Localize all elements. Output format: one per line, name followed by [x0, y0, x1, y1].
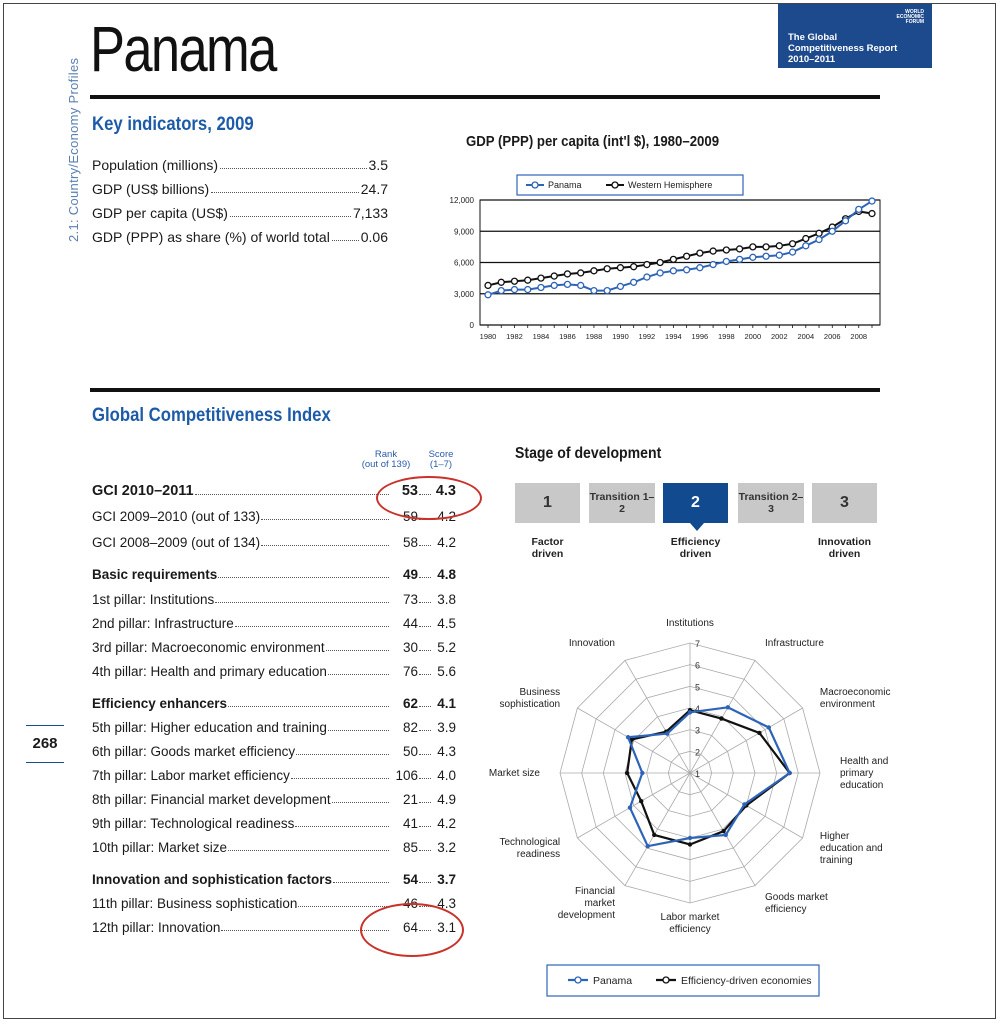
- gci-score: 4.5: [437, 616, 456, 631]
- radar-series-line: [628, 707, 790, 846]
- score-column-header: Score (1–7): [428, 449, 454, 470]
- data-point: [723, 247, 729, 253]
- leader-dots: [328, 730, 389, 731]
- x-tick-label: 1990: [612, 332, 629, 341]
- series-line: [488, 211, 872, 285]
- y-tick-label: 9,000: [453, 227, 474, 237]
- data-point: [684, 253, 690, 259]
- legend-label: Panama: [548, 180, 582, 190]
- radar-axis-label: Business sophistication: [499, 687, 561, 710]
- stage-box-3: 3: [812, 483, 877, 523]
- leader-dots: [419, 545, 431, 546]
- gci-label: 4th pillar: Health and primary education: [92, 664, 327, 679]
- leader-dots: [295, 826, 389, 827]
- leader-dots: [326, 650, 389, 651]
- stage-box-1: 1: [515, 483, 580, 523]
- data-point: [723, 258, 729, 264]
- leader-dots: [195, 494, 389, 495]
- leader-dots: [419, 754, 431, 755]
- gci-title: Global Competitiveness Index: [92, 405, 331, 426]
- gci-label: 5th pillar: Higher education and training: [92, 720, 327, 735]
- radar-axis-label: Institutions: [666, 618, 714, 629]
- data-point: [670, 256, 676, 262]
- data-point: [790, 241, 796, 247]
- indicator-row: [92, 229, 388, 245]
- report-badge: [778, 4, 932, 68]
- gci-row: [92, 696, 456, 711]
- gci-label: 8th pillar: Financial market development: [92, 792, 331, 807]
- radar-axis-label: Market size: [488, 768, 540, 779]
- data-point: [578, 282, 584, 288]
- leader-dots: [296, 754, 389, 755]
- leader-dots: [235, 626, 389, 627]
- gci-rank: 49: [402, 567, 418, 582]
- data-point: [551, 273, 557, 279]
- indicator-label: Population (millions): [92, 157, 219, 173]
- radar-axis-label: Health and primary education: [840, 756, 889, 791]
- data-point: [617, 283, 623, 289]
- radar-point: [719, 716, 723, 720]
- gci-row: [92, 640, 456, 655]
- radar-tick-label: 2: [695, 747, 701, 758]
- leader-dots: [419, 850, 431, 851]
- data-point: [644, 274, 650, 280]
- indicator-value: 7,133: [352, 205, 388, 221]
- radar-point: [688, 836, 692, 840]
- gci-score: 4.3: [435, 483, 456, 499]
- data-point: [697, 250, 703, 256]
- legend-label: Panama: [593, 975, 633, 987]
- radar-axis-label: Innovation: [568, 638, 615, 650]
- gci-row: [92, 535, 456, 550]
- radar-point: [628, 805, 632, 809]
- gci-label: 3rd pillar: Macroeconomic environment: [92, 640, 325, 655]
- indicator-row: [92, 205, 388, 221]
- gci-label: Innovation and sophistication factors: [92, 872, 333, 887]
- leader-dots: [261, 545, 389, 546]
- data-point: [829, 228, 835, 234]
- gci-score: 4.2: [437, 816, 456, 831]
- gci-score: 5.6: [437, 664, 456, 679]
- stage-box-transition-2-3: Transition 2–3: [738, 483, 804, 523]
- gci-rank: 30: [402, 640, 418, 655]
- gci-score: 4.8: [437, 567, 456, 582]
- leader-dots: [419, 577, 431, 578]
- rank-column-header: Rank (out of 139): [361, 449, 411, 470]
- pillar-radar-chart: [488, 605, 891, 950]
- data-point: [617, 265, 623, 271]
- data-point: [670, 268, 676, 274]
- gci-row: [92, 720, 456, 735]
- leader-dots: [419, 882, 431, 883]
- radar-point: [724, 833, 728, 837]
- data-point: [538, 285, 544, 291]
- x-tick-label: 1982: [506, 332, 523, 341]
- indicator-row: [92, 181, 388, 197]
- data-point: [816, 230, 822, 236]
- indicator-label: GDP (US$ billions): [92, 181, 210, 197]
- radar-point: [767, 725, 771, 729]
- gci-score: 3.1: [437, 920, 456, 935]
- data-point: [525, 287, 531, 293]
- gci-label: 9th pillar: Technological readiness: [92, 816, 295, 831]
- gdp-chart-title: GDP (PPP) per capita (int'l $), 1980–2009: [466, 133, 720, 150]
- y-tick-label: 3,000: [453, 289, 474, 299]
- data-point: [631, 279, 637, 285]
- data-point: [511, 287, 517, 293]
- data-point: [657, 260, 663, 266]
- x-tick-label: 2008: [850, 332, 868, 341]
- data-point: [803, 243, 809, 249]
- leader-dots: [220, 157, 366, 169]
- data-point: [591, 288, 597, 294]
- wef-logo: WORLD ECONOMIC FORUM: [896, 9, 924, 25]
- gci-score: 4.2: [437, 535, 456, 550]
- gci-score: 3.2: [437, 840, 456, 855]
- x-tick-label: 1992: [638, 332, 656, 341]
- data-point: [776, 252, 782, 258]
- data-point: [710, 248, 716, 254]
- gci-label: 7th pillar: Labor market efficiency: [92, 768, 290, 783]
- gci-rank: 85: [402, 840, 418, 855]
- gdp-legend: [517, 175, 743, 195]
- indicator-row: [92, 157, 388, 173]
- gci-label: Efficiency enhancers: [92, 696, 228, 711]
- leader-dots: [419, 602, 431, 603]
- gci-row: [92, 840, 456, 855]
- radar-axis-label: Higher education and training: [819, 831, 883, 866]
- gci-rank: 82: [402, 720, 418, 735]
- radar-point: [757, 731, 761, 735]
- badge-title: The Global Competitiveness Report 2010–2011: [788, 32, 898, 65]
- data-point: [657, 270, 663, 276]
- x-tick-label: 2000: [744, 332, 762, 341]
- stage-box-2: 2: [663, 483, 728, 523]
- radar-point: [742, 802, 746, 806]
- radar-point: [652, 833, 656, 837]
- legend-marker: [575, 977, 581, 983]
- gci-score: 4.0: [437, 768, 456, 783]
- data-point: [843, 218, 849, 224]
- x-tick-label: 1980: [479, 332, 497, 341]
- gci-rank: 44: [402, 616, 418, 631]
- radar-axis-label: Labor market efficiency: [660, 912, 720, 935]
- data-point: [750, 254, 756, 260]
- data-point: [869, 198, 875, 204]
- gci-rank: 41: [402, 816, 418, 831]
- stage-box-transition-1-2: Transition 1–2: [589, 483, 655, 523]
- radar-spoke: [577, 773, 690, 838]
- radar-point: [646, 844, 650, 848]
- gci-rank: 58: [402, 535, 418, 550]
- stage-label-efficiency: Efficiency driven: [670, 536, 721, 560]
- radar-point: [721, 829, 725, 833]
- radar-axis-label: Financial market development: [557, 885, 615, 921]
- gci-label: 11th pillar: Business sophistication: [92, 896, 298, 911]
- x-tick-label: 2004: [797, 332, 815, 341]
- data-point: [578, 270, 584, 276]
- data-point: [776, 243, 782, 249]
- leader-dots: [332, 802, 389, 803]
- radar-legend: [546, 964, 820, 997]
- gci-row: [92, 567, 456, 582]
- leader-dots: [419, 674, 431, 675]
- page-number: 268: [26, 725, 64, 763]
- data-point: [525, 277, 531, 283]
- data-point: [737, 256, 743, 262]
- gci-label: GCI 2010–2011: [92, 483, 194, 499]
- data-point: [498, 279, 504, 285]
- data-point: [498, 288, 504, 294]
- leader-dots: [332, 229, 359, 241]
- legend-marker: [663, 977, 669, 983]
- section-side-label: 2.1: Country/Economy Profiles: [66, 57, 81, 242]
- legend-label: Efficiency-driven economies: [681, 975, 812, 987]
- leader-dots: [419, 706, 431, 707]
- section-rule: [90, 388, 880, 392]
- radar-tick-label: 3: [695, 725, 701, 736]
- gci-row: [92, 744, 456, 759]
- leader-dots: [211, 181, 359, 193]
- radar-point: [726, 705, 730, 709]
- leader-dots: [419, 650, 431, 651]
- data-point: [631, 264, 637, 270]
- gci-label: 12th pillar: Innovation: [92, 920, 221, 935]
- radar-point: [639, 799, 643, 803]
- radar-tick-label: 5: [695, 682, 701, 693]
- data-point: [790, 249, 796, 255]
- data-point: [737, 246, 743, 252]
- leader-dots: [419, 802, 431, 803]
- data-point: [763, 253, 769, 259]
- radar-tick-label: 7: [695, 639, 701, 649]
- data-point: [856, 206, 862, 212]
- leader-dots: [333, 882, 389, 883]
- data-point: [604, 266, 610, 272]
- radar-axis-label: Macroeconomic environment: [819, 687, 891, 710]
- gci-label: 6th pillar: Goods market efficiency: [92, 744, 296, 759]
- data-point: [750, 244, 756, 250]
- x-tick-label: 1988: [585, 332, 603, 341]
- gci-row: [92, 616, 456, 631]
- gci-rank: 21: [402, 792, 418, 807]
- gci-label: 2nd pillar: Infrastructure: [92, 616, 234, 631]
- radar-axis-label: Technological readiness: [499, 837, 561, 860]
- indicator-label: GDP (PPP) as share (%) of world total: [92, 229, 330, 245]
- gci-score: 3.8: [437, 592, 456, 607]
- x-tick-label: 2006: [823, 332, 841, 341]
- gci-row: [92, 592, 456, 607]
- legend-marker: [532, 182, 538, 188]
- y-tick-label: 6,000: [453, 258, 474, 268]
- gci-row: [92, 816, 456, 831]
- gci-rank: 76: [402, 664, 418, 679]
- stage-label-factor: Factor driven: [531, 536, 564, 560]
- section-rule: [90, 95, 880, 99]
- gci-row: [92, 768, 456, 783]
- leader-dots: [328, 674, 389, 675]
- series-line: [488, 201, 872, 295]
- highlight-oval: [360, 903, 464, 957]
- gci-rank: 62: [402, 696, 418, 711]
- gdp-line-chart: [440, 170, 885, 355]
- radar-point: [625, 771, 629, 775]
- data-point: [511, 278, 517, 284]
- radar-tick-label: 4: [695, 704, 701, 714]
- gci-score: 3.7: [437, 872, 456, 887]
- gci-row: [92, 664, 456, 679]
- data-point: [604, 288, 610, 294]
- gci-score: 4.3: [437, 896, 456, 911]
- radar-tick-label: 6: [695, 660, 701, 671]
- radar-point: [688, 710, 692, 714]
- leader-dots: [230, 205, 351, 217]
- data-point: [564, 271, 570, 277]
- gci-score: 4.3: [437, 744, 456, 759]
- gci-rank: 59: [402, 509, 418, 524]
- data-point: [485, 292, 491, 298]
- leader-dots: [228, 850, 389, 851]
- data-point: [551, 282, 557, 288]
- gci-rank: 53: [401, 483, 418, 499]
- gci-rank: 106: [395, 768, 418, 783]
- x-tick-label: 2002: [770, 332, 788, 341]
- gci-rank: 50: [402, 744, 418, 759]
- y-tick-label: 0: [469, 321, 474, 330]
- radar-point: [787, 771, 791, 775]
- gci-label: 1st pillar: Institutions: [92, 592, 215, 607]
- data-point: [591, 268, 597, 274]
- leader-dots: [419, 826, 431, 827]
- gci-row: [92, 792, 456, 807]
- gci-score: 5.2: [437, 640, 456, 655]
- radar-point: [640, 771, 644, 775]
- x-tick-label: 1996: [691, 332, 709, 341]
- gci-label: Basic requirements: [92, 567, 218, 582]
- x-tick-label: 1998: [718, 332, 735, 341]
- stage-indicator-arrow: [690, 523, 704, 531]
- highlight-oval: [376, 476, 482, 520]
- x-tick-label: 1986: [559, 332, 576, 341]
- radar-tick-label: 1: [695, 769, 701, 779]
- key-indicators-title: Key indicators, 2009: [92, 114, 254, 135]
- gci-score: 4.2: [437, 509, 456, 524]
- gci-score: 4.9: [437, 792, 456, 807]
- radar-axis-label: Infrastructure: [765, 638, 824, 650]
- gci-rank: 46: [402, 896, 418, 911]
- x-tick-label: 1984: [532, 332, 550, 341]
- data-point: [564, 281, 570, 287]
- leader-dots: [419, 730, 431, 731]
- data-point: [803, 236, 809, 242]
- gci-score: 4.1: [437, 696, 456, 711]
- gci-row: [92, 872, 456, 887]
- indicator-value: 3.5: [368, 157, 388, 173]
- x-tick-label: 1994: [665, 332, 682, 341]
- legend-label: Western Hemisphere: [628, 180, 713, 190]
- leader-dots: [228, 706, 389, 707]
- leader-dots: [215, 602, 389, 603]
- data-point: [538, 275, 544, 281]
- leader-dots: [419, 626, 431, 627]
- radar-point: [665, 731, 669, 735]
- gci-label: GCI 2008–2009 (out of 134): [92, 535, 261, 550]
- gci-label: 10th pillar: Market size: [92, 840, 228, 855]
- indicator-label: GDP per capita (US$): [92, 205, 228, 221]
- indicator-value: 24.7: [360, 181, 388, 197]
- data-point: [697, 265, 703, 271]
- gci-rank: 54: [402, 872, 418, 887]
- legend-marker: [612, 182, 618, 188]
- leader-dots: [218, 577, 389, 578]
- data-point: [816, 237, 822, 243]
- gci-score: 3.9: [437, 720, 456, 735]
- radar-point: [688, 842, 692, 846]
- leader-dots: [298, 906, 389, 907]
- leader-dots: [291, 778, 389, 779]
- stage-title: Stage of development: [515, 445, 662, 462]
- stage-label-innovation: Innovation driven: [817, 536, 872, 560]
- gci-rank: 64: [402, 920, 418, 935]
- radar-point: [626, 735, 630, 739]
- data-point: [485, 282, 491, 288]
- indicator-value: 0.06: [360, 229, 388, 245]
- data-point: [869, 211, 875, 217]
- data-point: [763, 244, 769, 250]
- gci-label: GCI 2009–2010 (out of 133): [92, 509, 261, 524]
- data-point: [710, 262, 716, 268]
- data-point: [644, 262, 650, 268]
- data-point: [684, 267, 690, 273]
- leader-dots: [261, 519, 389, 520]
- leader-dots: [419, 778, 431, 779]
- radar-axis-label: Goods market efficiency: [765, 891, 828, 915]
- gci-rank: 73: [402, 592, 418, 607]
- country-title: Panama: [90, 13, 276, 85]
- y-tick-label: 12,000: [449, 196, 474, 205]
